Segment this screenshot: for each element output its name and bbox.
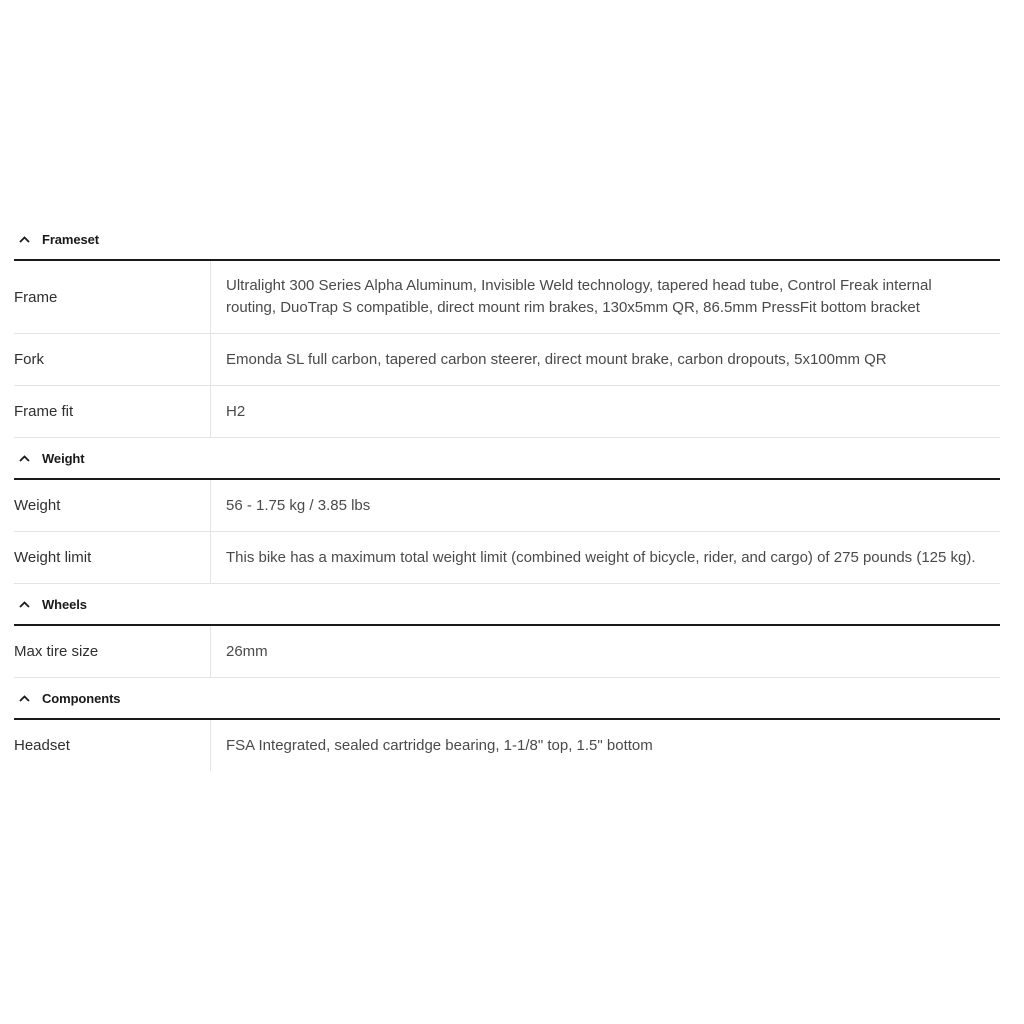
section-title: Components — [42, 690, 121, 706]
spec-value: H2 — [226, 402, 246, 420]
spec-value: FSA Integrated, sealed cartridge bearing, 1-1/8" top, 1.5" bottom — [226, 736, 653, 754]
spec-label: Frame fit — [14, 386, 211, 437]
spec-value: Ultralight 300 Series Alpha Aluminum, Invisible Weld technology, tapered head tube, Control Freak internal routing, DuoTrap S compatible, direct mount rim brakes, 130x5mm QR, 86.5mm PressFit bottom bracket — [226, 277, 932, 316]
spec-value: Emonda SL full carbon, tapered carbon steerer, direct mount brake, carbon dropouts, 5x100mm QR — [226, 350, 887, 368]
spec-label: Weight — [14, 480, 211, 531]
spec-row-headset — [14, 720, 1000, 771]
spec-label: Max tire size — [14, 626, 211, 677]
spec-label: Frame — [14, 261, 211, 333]
section-header-frameset[interactable] — [14, 219, 1000, 261]
section-header-components[interactable] — [14, 678, 1000, 720]
section-title: Weight — [42, 450, 85, 466]
spec-row-frame — [14, 261, 1000, 334]
spec-value: 26mm — [226, 642, 268, 660]
spec-row-weight — [14, 480, 1000, 532]
section-title: Wheels — [42, 596, 87, 612]
chevron-up-icon[interactable] — [17, 597, 31, 611]
spec-row-frame-fit — [14, 386, 1000, 438]
chevron-up-icon[interactable] — [17, 691, 31, 705]
spec-label: Headset — [14, 720, 211, 771]
spec-value: This bike has a maximum total weight limit (combined weight of bicycle, rider, and cargo) of 275 pounds (125 kg). — [226, 548, 976, 566]
spec-label: Fork — [14, 334, 211, 385]
spec-value: 56 - 1.75 kg / 3.85 lbs — [226, 496, 371, 514]
chevron-up-icon[interactable] — [17, 232, 31, 246]
spec-label: Weight limit — [14, 532, 211, 583]
section-header-wheels[interactable] — [14, 584, 1000, 626]
specifications-table — [14, 219, 1000, 771]
spec-row-weight-limit — [14, 532, 1000, 584]
spec-row-fork — [14, 334, 1000, 386]
chevron-up-icon[interactable] — [17, 451, 31, 465]
section-title: Frameset — [42, 231, 100, 247]
section-header-weight[interactable] — [14, 438, 1000, 480]
spec-row-max-tire-size — [14, 626, 1000, 678]
